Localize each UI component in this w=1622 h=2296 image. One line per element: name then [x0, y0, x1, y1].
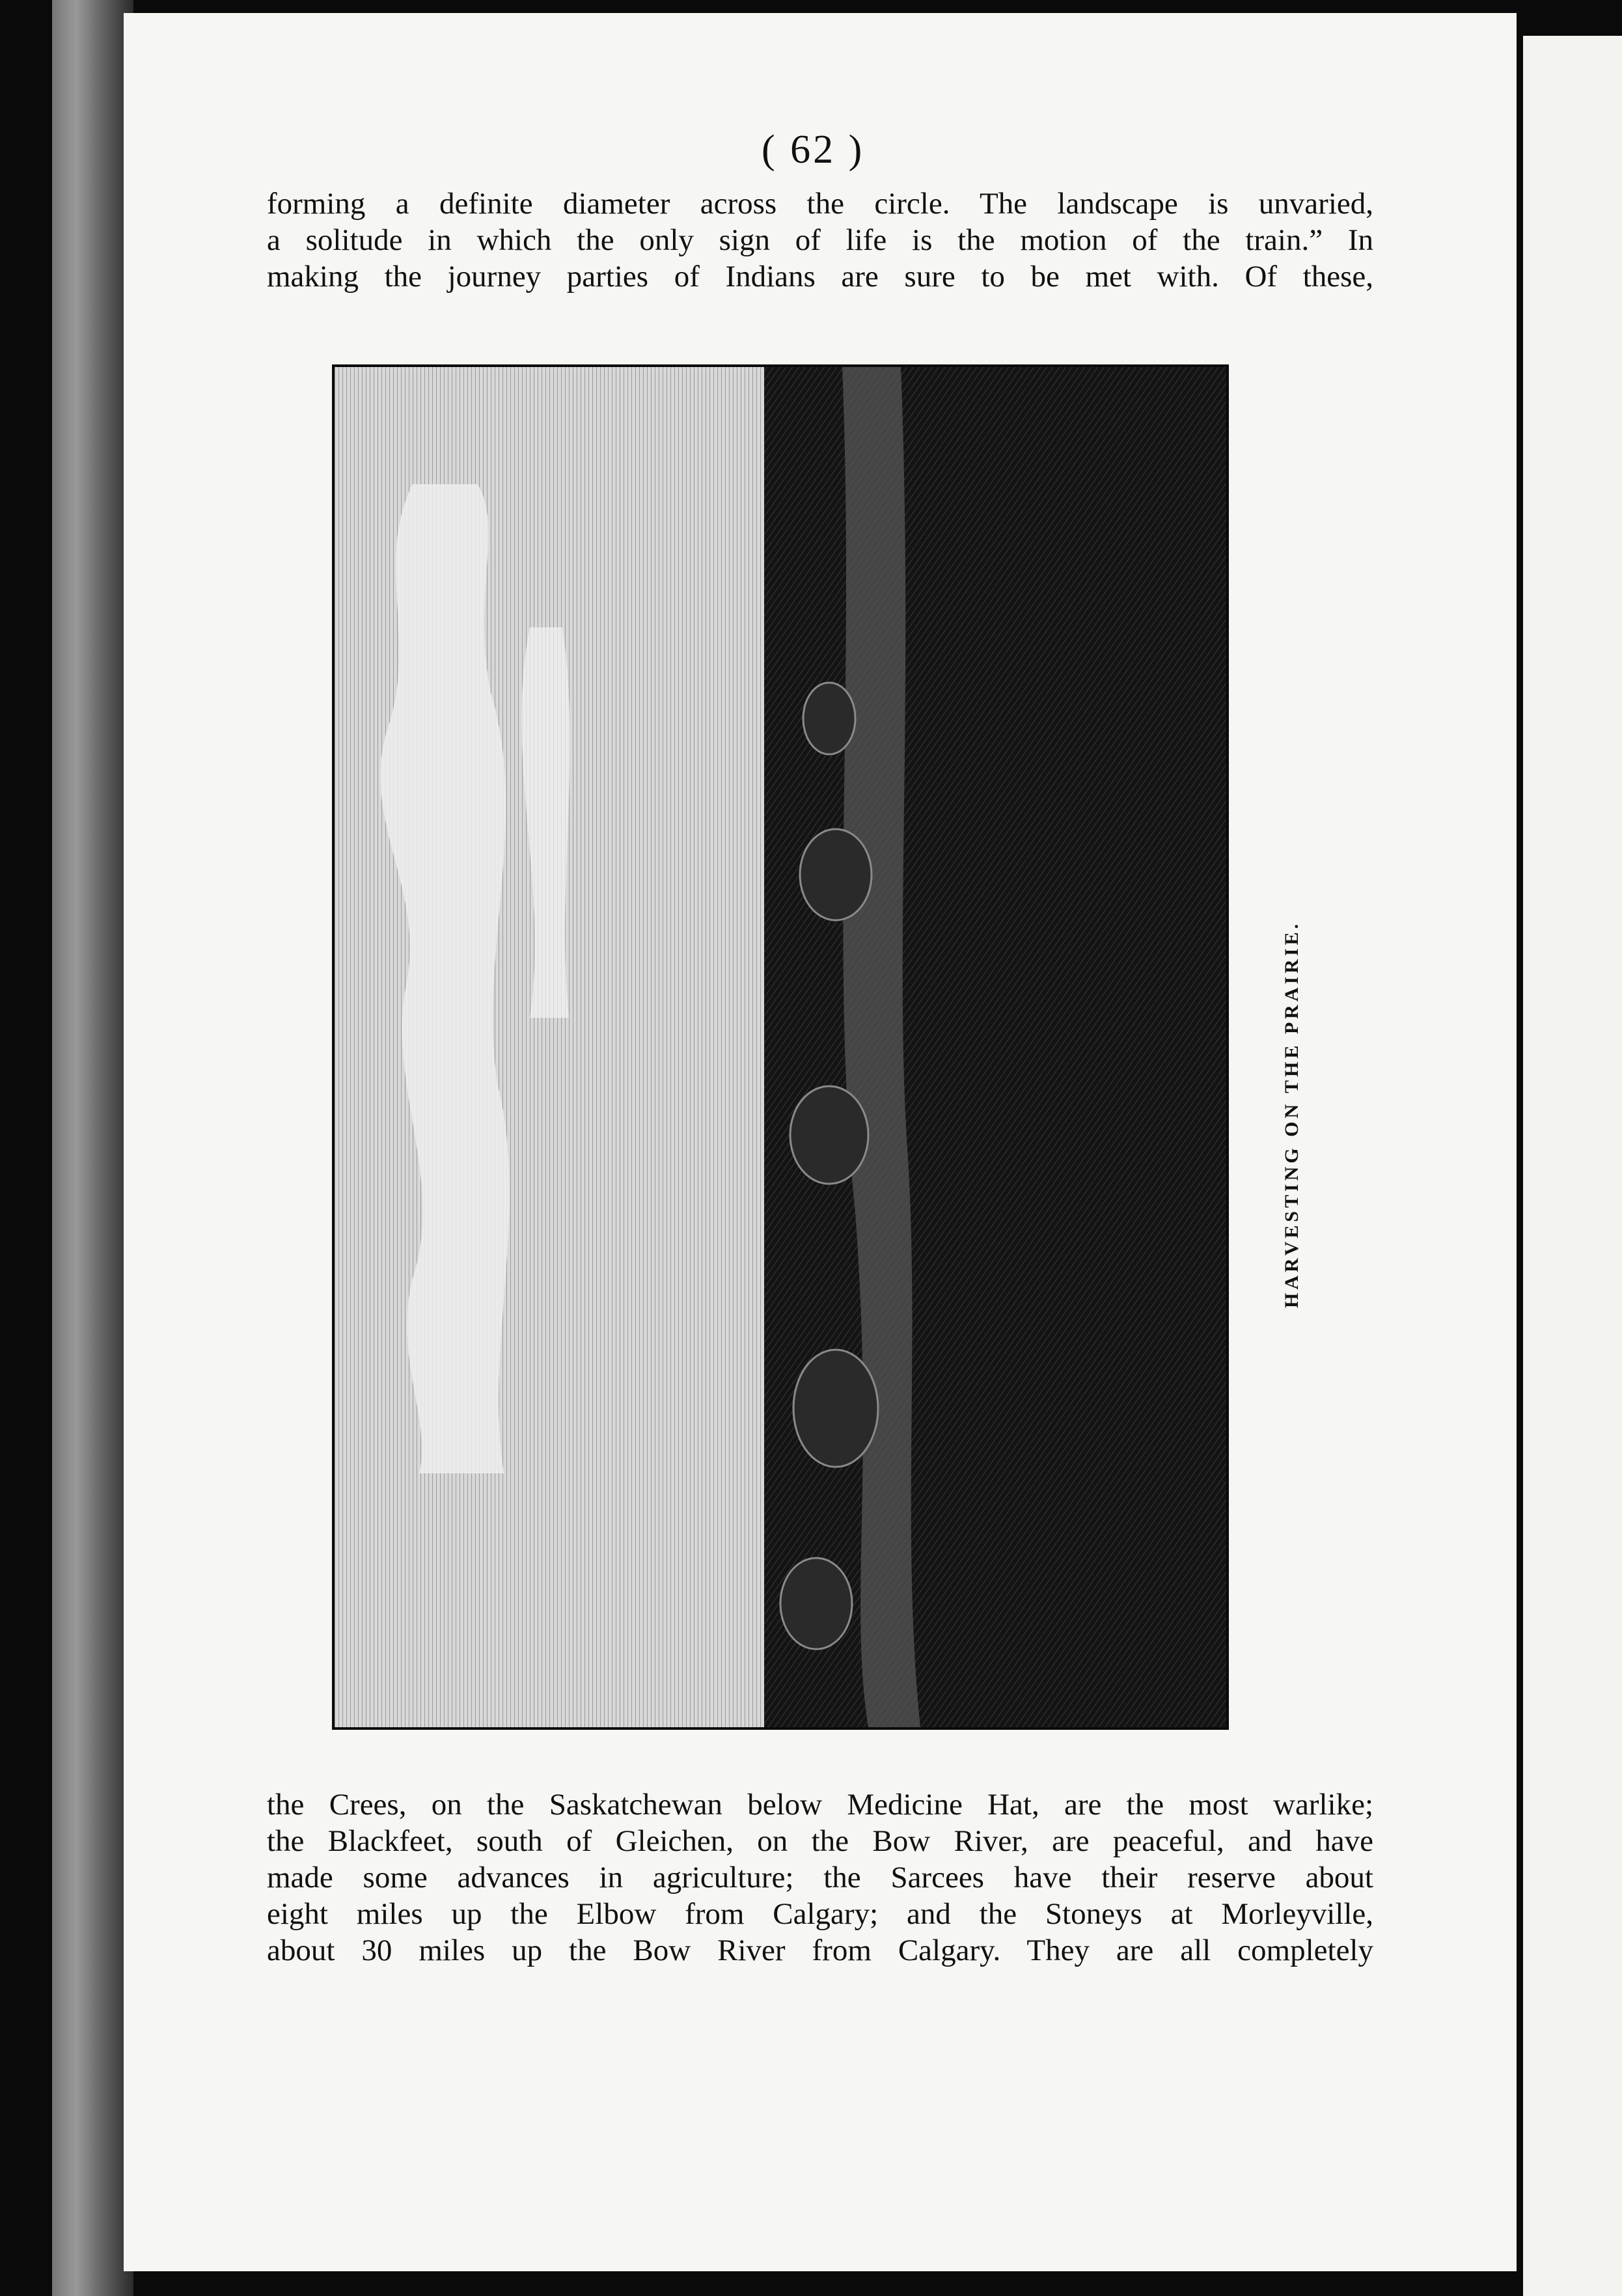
text-line: forming a definite diameter across the circle. The landscape is unvaried,	[267, 187, 1373, 221]
text-line: about 30 miles up the Bow River from Calgary. They are all completely	[267, 1934, 1373, 1967]
illustration-plate	[332, 364, 1229, 1730]
bottom-paragraph	[267, 1786, 1373, 1969]
page-number: ( 62 )	[762, 128, 865, 172]
book-spine	[52, 0, 133, 2296]
illustration-caption: HARVESTING ON THE PRAIRIE.	[1281, 920, 1302, 1308]
facing-page-edge	[1523, 36, 1622, 2296]
text-line: the Blackfeet, south of Gleichen, on the Bow River, are peaceful, and have	[267, 1824, 1373, 1858]
text-line: made some advances in agriculture; the Sarcees have their reserve about	[267, 1861, 1373, 1894]
text-line: eight miles up the Elbow from Calgary; and the Stoneys at Morleyville,	[267, 1897, 1373, 1931]
text-line: the Crees, on the Saskatchewan below Medicine Hat, are the most warlike;	[267, 1788, 1373, 1822]
harvest-engraving-image	[335, 367, 1226, 1727]
top-paragraph	[267, 185, 1373, 295]
text-line: a solitude in which the only sign of life is the motion of the train.” In	[267, 223, 1373, 257]
text-line: making the journey parties of Indians are sure to be met with. Of these,	[267, 260, 1373, 294]
